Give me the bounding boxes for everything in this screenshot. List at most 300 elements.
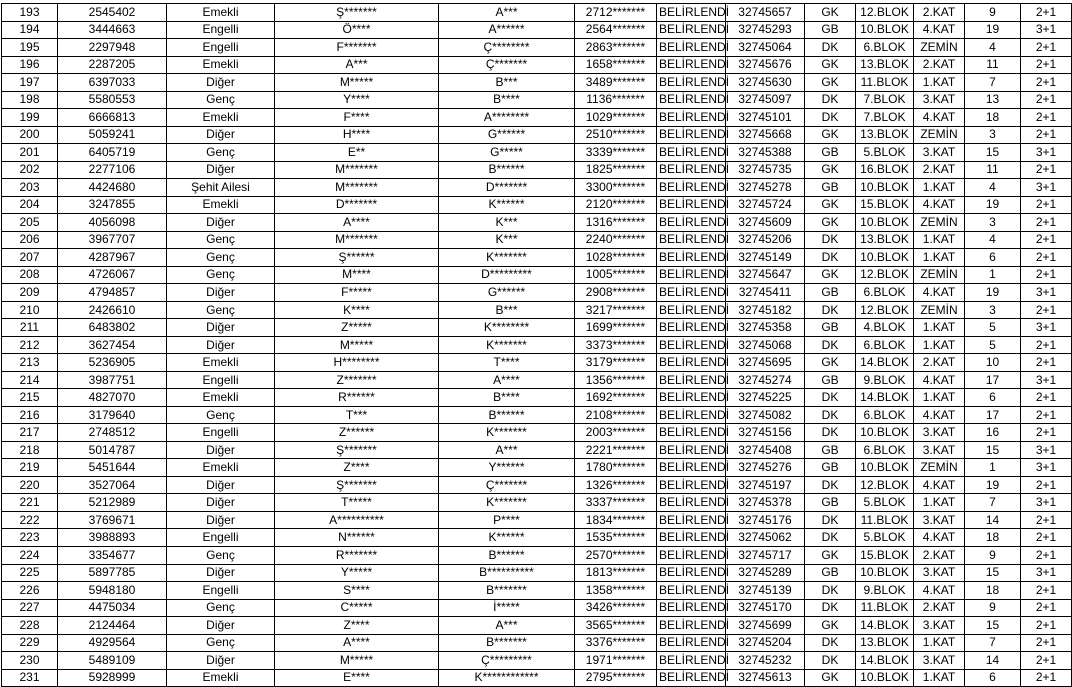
housing-id-cell: 32745613 [726, 669, 805, 687]
table-row [2, 39, 1072, 57]
block-cell: 5.BLOK [856, 494, 914, 512]
facade-cell: GK [805, 617, 856, 635]
table-body [2, 4, 1072, 687]
last-name-cell: B******* [439, 634, 575, 652]
first-name-cell: M***** [275, 74, 439, 92]
block-cell: 10.BLOK [856, 459, 914, 477]
category-cell: Diğer [167, 214, 275, 232]
id-number-cell: 3179******* [575, 354, 657, 372]
apartment-number-cell: 5 [965, 319, 1021, 337]
category-cell: Diğer [167, 319, 275, 337]
apartment-number-cell: 1 [965, 266, 1021, 284]
block-cell: 14.BLOK [856, 652, 914, 670]
category-cell: Emekli [167, 669, 275, 687]
application-number-cell: 5014787 [58, 441, 167, 459]
row-number-cell: 223 [2, 529, 58, 547]
facade-cell: DK [805, 406, 856, 424]
application-number-cell: 6397033 [58, 74, 167, 92]
last-name-cell: P**** [439, 511, 575, 529]
room-type-cell: 2+1 [1021, 669, 1072, 687]
table-row [2, 144, 1072, 162]
first-name-cell: Ö**** [275, 21, 439, 39]
table-row [2, 126, 1072, 144]
status-cell: BELİRLENDİ [657, 494, 726, 512]
first-name-cell: Ş****** [275, 249, 439, 267]
row-number-cell: 225 [2, 564, 58, 582]
id-number-cell: 3373******* [575, 336, 657, 354]
last-name-cell: B********** [439, 564, 575, 582]
application-number-cell: 5489109 [58, 652, 167, 670]
facade-cell: DK [805, 634, 856, 652]
status-cell: BELİRLENDİ [657, 634, 726, 652]
status-cell: BELİRLENDİ [657, 652, 726, 670]
table-row [2, 529, 1072, 547]
block-cell: 12.BLOK [856, 4, 914, 22]
row-number-cell: 198 [2, 91, 58, 109]
category-cell: Emekli [167, 459, 275, 477]
floor-cell: 2.KAT [914, 354, 965, 372]
room-type-cell: 2+1 [1021, 301, 1072, 319]
room-type-cell: 2+1 [1021, 161, 1072, 179]
category-cell: Engelli [167, 21, 275, 39]
application-number-cell: 6405719 [58, 144, 167, 162]
facade-cell: GK [805, 4, 856, 22]
last-name-cell: A******** [439, 109, 575, 127]
apartment-number-cell: 18 [965, 529, 1021, 547]
last-name-cell: B**** [439, 91, 575, 109]
last-name-cell: K******* [439, 424, 575, 442]
room-type-cell: 3+1 [1021, 21, 1072, 39]
last-name-cell: G****** [439, 284, 575, 302]
housing-id-cell: 32745068 [726, 336, 805, 354]
row-number-cell: 220 [2, 476, 58, 494]
apartment-number-cell: 7 [965, 74, 1021, 92]
floor-cell: 1.KAT [914, 249, 965, 267]
table-row [2, 511, 1072, 529]
room-type-cell: 2+1 [1021, 214, 1072, 232]
facade-cell: GB [805, 179, 856, 197]
id-number-cell: 1658******* [575, 56, 657, 74]
apartment-number-cell: 19 [965, 196, 1021, 214]
apartment-number-cell: 15 [965, 441, 1021, 459]
housing-id-cell: 32745378 [726, 494, 805, 512]
apartment-number-cell: 6 [965, 249, 1021, 267]
table-row [2, 74, 1072, 92]
status-cell: BELİRLENDİ [657, 371, 726, 389]
first-name-cell: C***** [275, 599, 439, 617]
housing-id-cell: 32745139 [726, 582, 805, 600]
last-name-cell: K************ [439, 669, 575, 687]
status-cell: BELİRLENDİ [657, 476, 726, 494]
facade-cell: GK [805, 669, 856, 687]
room-type-cell: 2+1 [1021, 546, 1072, 564]
room-type-cell: 2+1 [1021, 231, 1072, 249]
block-cell: 6.BLOK [856, 406, 914, 424]
apartment-number-cell: 18 [965, 582, 1021, 600]
id-number-cell: 1699******* [575, 319, 657, 337]
category-cell: Diğer [167, 476, 275, 494]
id-number-cell: 1358******* [575, 582, 657, 600]
room-type-cell: 2+1 [1021, 529, 1072, 547]
status-cell: BELİRLENDİ [657, 39, 726, 57]
category-cell: Şehit Ailesi [167, 179, 275, 197]
last-name-cell: Ç********* [439, 652, 575, 670]
apartment-number-cell: 3 [965, 301, 1021, 319]
row-number-cell: 216 [2, 406, 58, 424]
block-cell: 5.BLOK [856, 144, 914, 162]
last-name-cell: A****** [439, 21, 575, 39]
category-cell: Genç [167, 301, 275, 319]
id-number-cell: 2108******* [575, 406, 657, 424]
facade-cell: DK [805, 336, 856, 354]
room-type-cell: 2+1 [1021, 266, 1072, 284]
status-cell: BELİRLENDİ [657, 109, 726, 127]
first-name-cell: Ş******* [275, 476, 439, 494]
status-cell: BELİRLENDİ [657, 669, 726, 687]
apartment-number-cell: 3 [965, 126, 1021, 144]
table-row [2, 196, 1072, 214]
category-cell: Emekli [167, 389, 275, 407]
status-cell: BELİRLENDİ [657, 406, 726, 424]
status-cell: BELİRLENDİ [657, 21, 726, 39]
id-number-cell: 3337******* [575, 494, 657, 512]
apartment-number-cell: 9 [965, 546, 1021, 564]
row-number-cell: 222 [2, 511, 58, 529]
category-cell: Genç [167, 634, 275, 652]
table-row [2, 371, 1072, 389]
housing-id-cell: 32745278 [726, 179, 805, 197]
status-cell: BELİRLENDİ [657, 4, 726, 22]
first-name-cell: T***** [275, 494, 439, 512]
status-cell: BELİRLENDİ [657, 161, 726, 179]
application-number-cell: 3247855 [58, 196, 167, 214]
id-number-cell: 2120******* [575, 196, 657, 214]
row-number-cell: 213 [2, 354, 58, 372]
application-number-cell: 2277106 [58, 161, 167, 179]
first-name-cell: A**** [275, 634, 439, 652]
room-type-cell: 3+1 [1021, 459, 1072, 477]
apartment-number-cell: 19 [965, 284, 1021, 302]
application-number-cell: 4726067 [58, 266, 167, 284]
category-cell: Diğer [167, 126, 275, 144]
id-number-cell: 1825******* [575, 161, 657, 179]
block-cell: 10.BLOK [856, 249, 914, 267]
application-number-cell: 4287967 [58, 249, 167, 267]
housing-id-cell: 32745717 [726, 546, 805, 564]
table-row [2, 389, 1072, 407]
status-cell: BELİRLENDİ [657, 564, 726, 582]
id-number-cell: 2564******* [575, 21, 657, 39]
row-number-cell: 221 [2, 494, 58, 512]
floor-cell: 4.KAT [914, 406, 965, 424]
first-name-cell: Z**** [275, 459, 439, 477]
last-name-cell: A*** [439, 4, 575, 22]
block-cell: 6.BLOK [856, 39, 914, 57]
room-type-cell: 2+1 [1021, 126, 1072, 144]
apartment-number-cell: 16 [965, 424, 1021, 442]
first-name-cell: F**** [275, 109, 439, 127]
application-number-cell: 3967707 [58, 231, 167, 249]
housing-id-cell: 32745293 [726, 21, 805, 39]
id-number-cell: 1813******* [575, 564, 657, 582]
table-row [2, 161, 1072, 179]
block-cell: 11.BLOK [856, 511, 914, 529]
table-row [2, 564, 1072, 582]
room-type-cell: 2+1 [1021, 196, 1072, 214]
id-number-cell: 1029******* [575, 109, 657, 127]
table-row [2, 91, 1072, 109]
room-type-cell: 3+1 [1021, 144, 1072, 162]
table-row [2, 546, 1072, 564]
first-name-cell: Z******* [275, 371, 439, 389]
floor-cell: 4.KAT [914, 529, 965, 547]
id-number-cell: 3489******* [575, 74, 657, 92]
category-cell: Diğer [167, 161, 275, 179]
category-cell: Genç [167, 91, 275, 109]
table-row [2, 179, 1072, 197]
first-name-cell: Z****** [275, 424, 439, 442]
first-name-cell: Y***** [275, 564, 439, 582]
block-cell: 10.BLOK [856, 669, 914, 687]
facade-cell: GK [805, 266, 856, 284]
category-cell: Diğer [167, 441, 275, 459]
row-number-cell: 219 [2, 459, 58, 477]
application-number-cell: 6666813 [58, 109, 167, 127]
category-cell: Genç [167, 546, 275, 564]
facade-cell: DK [805, 301, 856, 319]
first-name-cell: A*** [275, 56, 439, 74]
floor-cell: 4.KAT [914, 371, 965, 389]
status-cell: BELİRLENDİ [657, 441, 726, 459]
category-cell: Diğer [167, 494, 275, 512]
room-type-cell: 3+1 [1021, 494, 1072, 512]
status-cell: BELİRLENDİ [657, 266, 726, 284]
housing-id-cell: 32745724 [726, 196, 805, 214]
first-name-cell: F***** [275, 284, 439, 302]
floor-cell: 1.KAT [914, 179, 965, 197]
category-cell: Engelli [167, 39, 275, 57]
category-cell: Engelli [167, 371, 275, 389]
application-number-cell: 5212989 [58, 494, 167, 512]
housing-id-cell: 32745274 [726, 371, 805, 389]
status-cell: BELİRLENDİ [657, 599, 726, 617]
floor-cell: 2.KAT [914, 599, 965, 617]
table-row [2, 617, 1072, 635]
table-row [2, 634, 1072, 652]
table-row [2, 459, 1072, 477]
first-name-cell: E**** [275, 669, 439, 687]
housing-id-cell: 32745064 [726, 39, 805, 57]
housing-id-cell: 32745225 [726, 389, 805, 407]
facade-cell: GK [805, 161, 856, 179]
housing-id-cell: 32745176 [726, 511, 805, 529]
block-cell: 14.BLOK [856, 354, 914, 372]
status-cell: BELİRLENDİ [657, 354, 726, 372]
application-number-cell: 4056098 [58, 214, 167, 232]
floor-cell: 2.KAT [914, 546, 965, 564]
status-cell: BELİRLENDİ [657, 459, 726, 477]
room-type-cell: 2+1 [1021, 74, 1072, 92]
row-number-cell: 228 [2, 617, 58, 635]
first-name-cell: T*** [275, 406, 439, 424]
block-cell: 7.BLOK [856, 109, 914, 127]
facade-cell: GK [805, 214, 856, 232]
floor-cell: ZEMİN [914, 459, 965, 477]
row-number-cell: 205 [2, 214, 58, 232]
table-row [2, 249, 1072, 267]
category-cell: Genç [167, 144, 275, 162]
block-cell: 15.BLOK [856, 546, 914, 564]
row-number-cell: 229 [2, 634, 58, 652]
floor-cell: 1.KAT [914, 669, 965, 687]
status-cell: BELİRLENDİ [657, 546, 726, 564]
id-number-cell: 3339******* [575, 144, 657, 162]
application-number-cell: 5059241 [58, 126, 167, 144]
facade-cell: GB [805, 319, 856, 337]
facade-cell: GB [805, 144, 856, 162]
room-type-cell: 2+1 [1021, 336, 1072, 354]
facade-cell: GB [805, 459, 856, 477]
row-number-cell: 202 [2, 161, 58, 179]
facade-cell: DK [805, 39, 856, 57]
last-name-cell: Ç******* [439, 56, 575, 74]
housing-id-cell: 32745170 [726, 599, 805, 617]
table-row [2, 319, 1072, 337]
category-cell: Genç [167, 406, 275, 424]
apartment-number-cell: 14 [965, 511, 1021, 529]
housing-id-cell: 32745695 [726, 354, 805, 372]
last-name-cell: K*** [439, 214, 575, 232]
status-cell: BELİRLENDİ [657, 511, 726, 529]
status-cell: BELİRLENDİ [657, 389, 726, 407]
block-cell: 9.BLOK [856, 371, 914, 389]
last-name-cell: G****** [439, 126, 575, 144]
floor-cell: 2.KAT [914, 4, 965, 22]
room-type-cell: 3+1 [1021, 564, 1072, 582]
category-cell: Genç [167, 249, 275, 267]
application-number-cell: 5580553 [58, 91, 167, 109]
last-name-cell: K******** [439, 319, 575, 337]
block-cell: 12.BLOK [856, 476, 914, 494]
room-type-cell: 2+1 [1021, 91, 1072, 109]
status-cell: BELİRLENDİ [657, 214, 726, 232]
floor-cell: ZEMİN [914, 301, 965, 319]
table-row [2, 231, 1072, 249]
housing-id-cell: 32745358 [726, 319, 805, 337]
category-cell: Emekli [167, 354, 275, 372]
id-number-cell: 2003******* [575, 424, 657, 442]
category-cell: Engelli [167, 424, 275, 442]
block-cell: 4.BLOK [856, 319, 914, 337]
apartment-number-cell: 7 [965, 494, 1021, 512]
category-cell: Engelli [167, 582, 275, 600]
row-number-cell: 194 [2, 21, 58, 39]
row-number-cell: 204 [2, 196, 58, 214]
housing-id-cell: 32745182 [726, 301, 805, 319]
first-name-cell: Y**** [275, 91, 439, 109]
room-type-cell: 2+1 [1021, 476, 1072, 494]
floor-cell: 3.KAT [914, 617, 965, 635]
first-name-cell: F******* [275, 39, 439, 57]
facade-cell: DK [805, 582, 856, 600]
first-name-cell: R****** [275, 389, 439, 407]
application-number-cell: 5451644 [58, 459, 167, 477]
id-number-cell: 3217******* [575, 301, 657, 319]
block-cell: 12.BLOK [856, 266, 914, 284]
row-number-cell: 211 [2, 319, 58, 337]
status-cell: BELİRLENDİ [657, 74, 726, 92]
last-name-cell: Ç******** [439, 39, 575, 57]
first-name-cell: S**** [275, 582, 439, 600]
apartment-number-cell: 11 [965, 56, 1021, 74]
room-type-cell: 2+1 [1021, 109, 1072, 127]
first-name-cell: A**** [275, 214, 439, 232]
apartment-number-cell: 5 [965, 336, 1021, 354]
first-name-cell: E** [275, 144, 439, 162]
row-number-cell: 230 [2, 652, 58, 670]
apartment-number-cell: 11 [965, 161, 1021, 179]
block-cell: 16.BLOK [856, 161, 914, 179]
id-number-cell: 1780******* [575, 459, 657, 477]
id-number-cell: 2712******* [575, 4, 657, 22]
apartment-number-cell: 6 [965, 669, 1021, 687]
category-cell: Diğer [167, 336, 275, 354]
row-number-cell: 200 [2, 126, 58, 144]
apartment-number-cell: 6 [965, 389, 1021, 407]
block-cell: 14.BLOK [856, 617, 914, 635]
floor-cell: 3.KAT [914, 564, 965, 582]
facade-cell: GK [805, 354, 856, 372]
apartment-number-cell: 19 [965, 21, 1021, 39]
status-cell: BELİRLENDİ [657, 126, 726, 144]
room-type-cell: 2+1 [1021, 56, 1072, 74]
room-type-cell: 3+1 [1021, 371, 1072, 389]
facade-cell: DK [805, 599, 856, 617]
room-type-cell: 3+1 [1021, 284, 1072, 302]
housing-id-cell: 32745276 [726, 459, 805, 477]
floor-cell: 3.KAT [914, 91, 965, 109]
housing-id-cell: 32745197 [726, 476, 805, 494]
housing-id-cell: 32745232 [726, 652, 805, 670]
last-name-cell: B****** [439, 161, 575, 179]
room-type-cell: 2+1 [1021, 511, 1072, 529]
block-cell: 6.BLOK [856, 284, 914, 302]
application-number-cell: 4794857 [58, 284, 167, 302]
block-cell: 13.BLOK [856, 126, 914, 144]
floor-cell: 4.KAT [914, 582, 965, 600]
apartment-number-cell: 1 [965, 459, 1021, 477]
room-type-cell: 3+1 [1021, 179, 1072, 197]
id-number-cell: 1326******* [575, 476, 657, 494]
status-cell: BELİRLENDİ [657, 196, 726, 214]
room-type-cell: 2+1 [1021, 652, 1072, 670]
block-cell: 10.BLOK [856, 179, 914, 197]
housing-id-cell: 32745097 [726, 91, 805, 109]
housing-id-cell: 32745206 [726, 231, 805, 249]
table-row [2, 652, 1072, 670]
category-cell: Diğer [167, 511, 275, 529]
floor-cell: 3.KAT [914, 511, 965, 529]
apartment-number-cell: 18 [965, 109, 1021, 127]
row-number-cell: 217 [2, 424, 58, 442]
block-cell: 13.BLOK [856, 634, 914, 652]
first-name-cell: H******** [275, 354, 439, 372]
application-number-cell: 2545402 [58, 4, 167, 22]
apartment-number-cell: 15 [965, 564, 1021, 582]
first-name-cell: Ş******* [275, 441, 439, 459]
table-row [2, 582, 1072, 600]
application-number-cell: 5897785 [58, 564, 167, 582]
